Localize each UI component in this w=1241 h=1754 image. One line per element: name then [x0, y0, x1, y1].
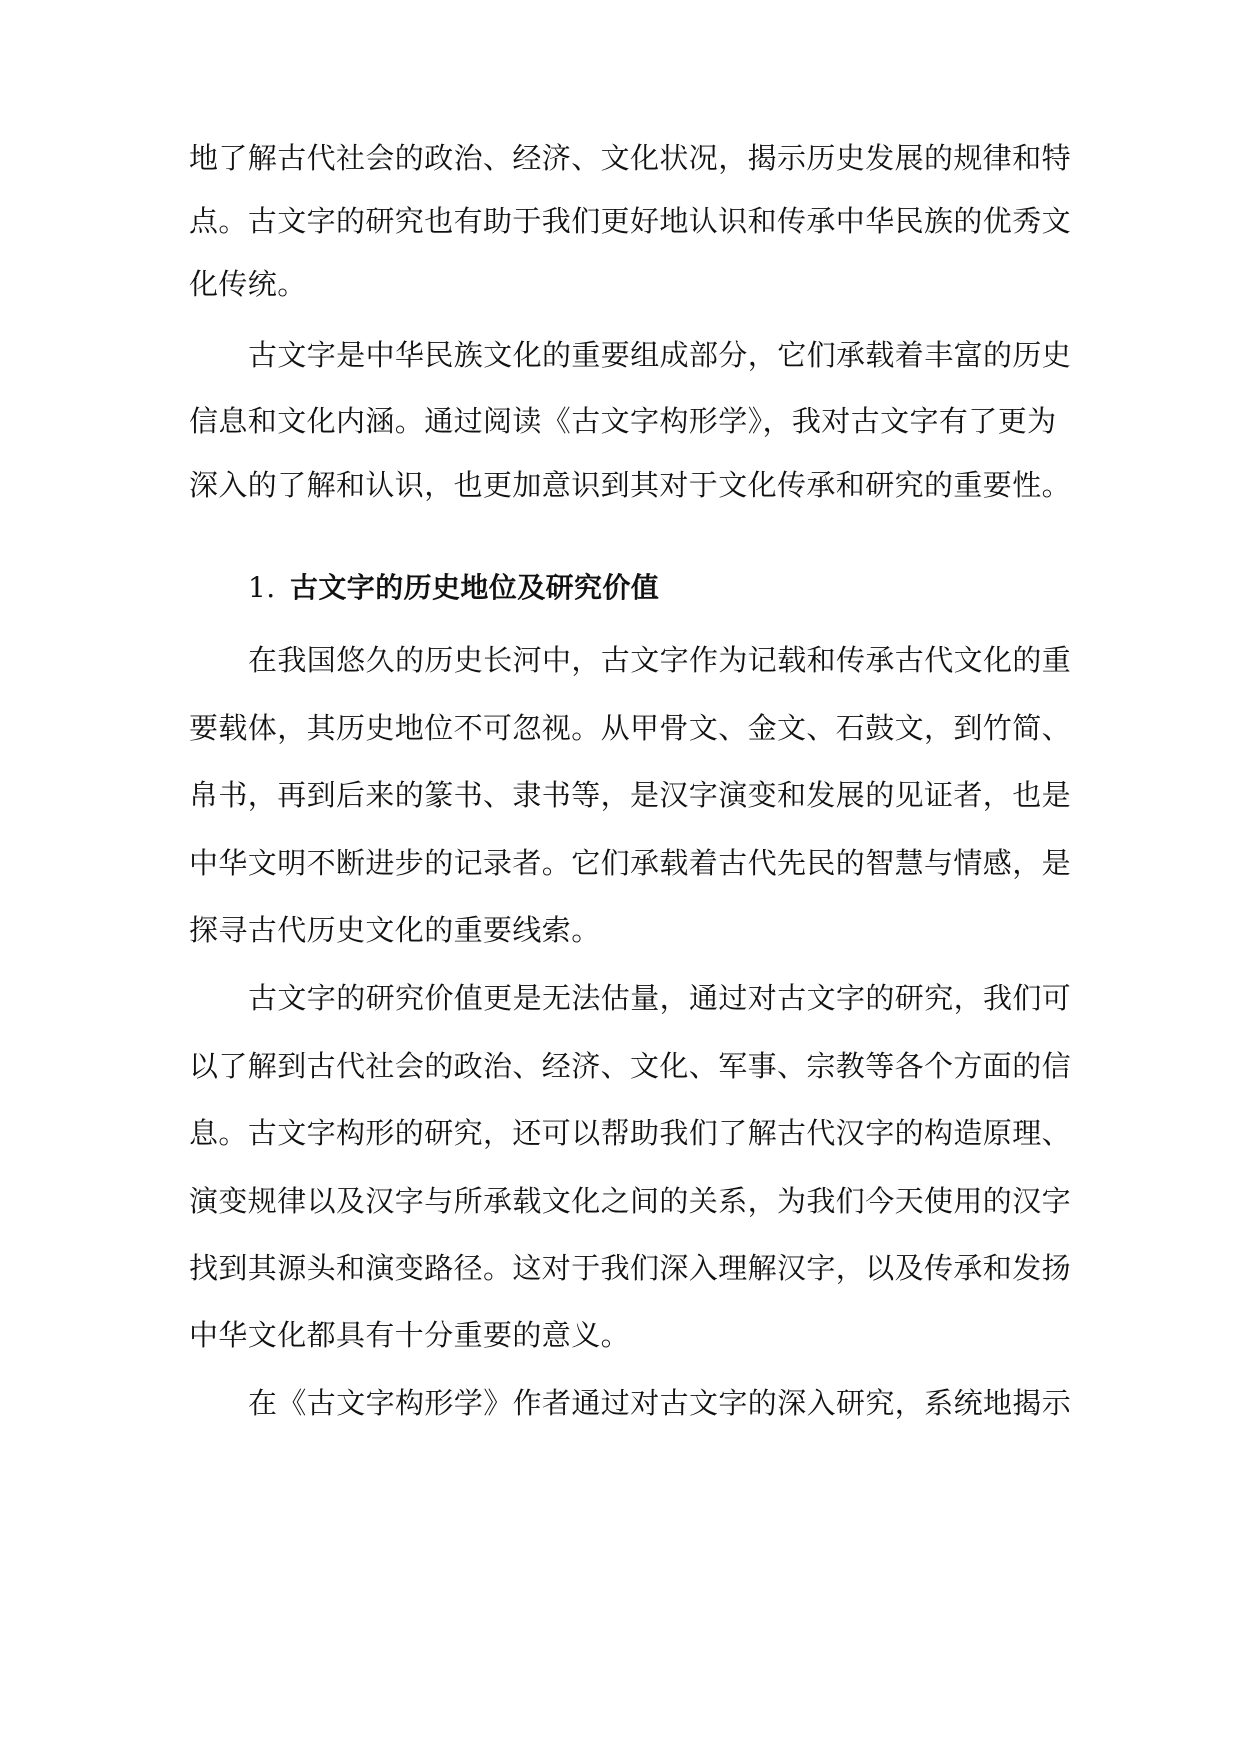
section-heading	[248, 570, 659, 606]
paragraph-line: 探寻古代历史文化的重要线索。	[189, 913, 601, 947]
paragraph-line: 点。古文字的研究也有助于我们更好地认识和传承中华民族的优秀文	[189, 204, 1072, 238]
paragraph-line: 以了解到古代社会的政治、经济、文化、军事、宗教等各个方面的信	[189, 1049, 1072, 1083]
paragraph-line: 古文字的研究价值更是无法估量，通过对古文字的研究，我们可	[248, 981, 1072, 1015]
section-number: 1.	[248, 571, 276, 604]
paragraph-line: 在《古文字构形学》作者通过对古文字的深入研究，系统地揭示	[248, 1386, 1072, 1420]
section-title: 古文字的历史地位及研究价值	[290, 571, 660, 604]
paragraph-line: 帛书，再到后来的篆书、隶书等，是汉字演变和发展的见证者，也是	[189, 778, 1072, 812]
paragraph-line: 化传统。	[189, 267, 307, 301]
paragraph-line: 找到其源头和演变路径。这对于我们深入理解汉字，以及传承和发扬	[189, 1251, 1072, 1285]
paragraph-line: 中华文明不断进步的记录者。它们承载着古代先民的智慧与情感，是	[189, 846, 1072, 880]
paragraph-line: 息。古文字构形的研究，还可以帮助我们了解古代汉字的构造原理、	[189, 1116, 1072, 1150]
paragraph-line: 演变规律以及汉字与所承载文化之间的关系，为我们今天使用的汉字	[189, 1184, 1072, 1218]
paragraph-line: 地了解古代社会的政治、经济、文化状况，揭示历史发展的规律和特	[189, 141, 1072, 175]
paragraph-line: 信息和文化内涵。通过阅读《古文字构形学》，我对古文字有了更为	[189, 404, 1057, 438]
paragraph-line: 要载体，其历史地位不可忽视。从甲骨文、金文、石鼓文，到竹简、	[189, 711, 1072, 745]
paragraph-line: 在我国悠久的历史长河中，古文字作为记载和传承古代文化的重	[248, 643, 1072, 677]
paragraph-line: 深入的了解和认识，也更加意识到其对于文化传承和研究的重要性。	[189, 468, 1072, 502]
paragraph-line: 古文字是中华民族文化的重要组成部分，它们承载着丰富的历史	[248, 338, 1072, 372]
paragraph-line: 中华文化都具有十分重要的意义。	[189, 1318, 631, 1352]
